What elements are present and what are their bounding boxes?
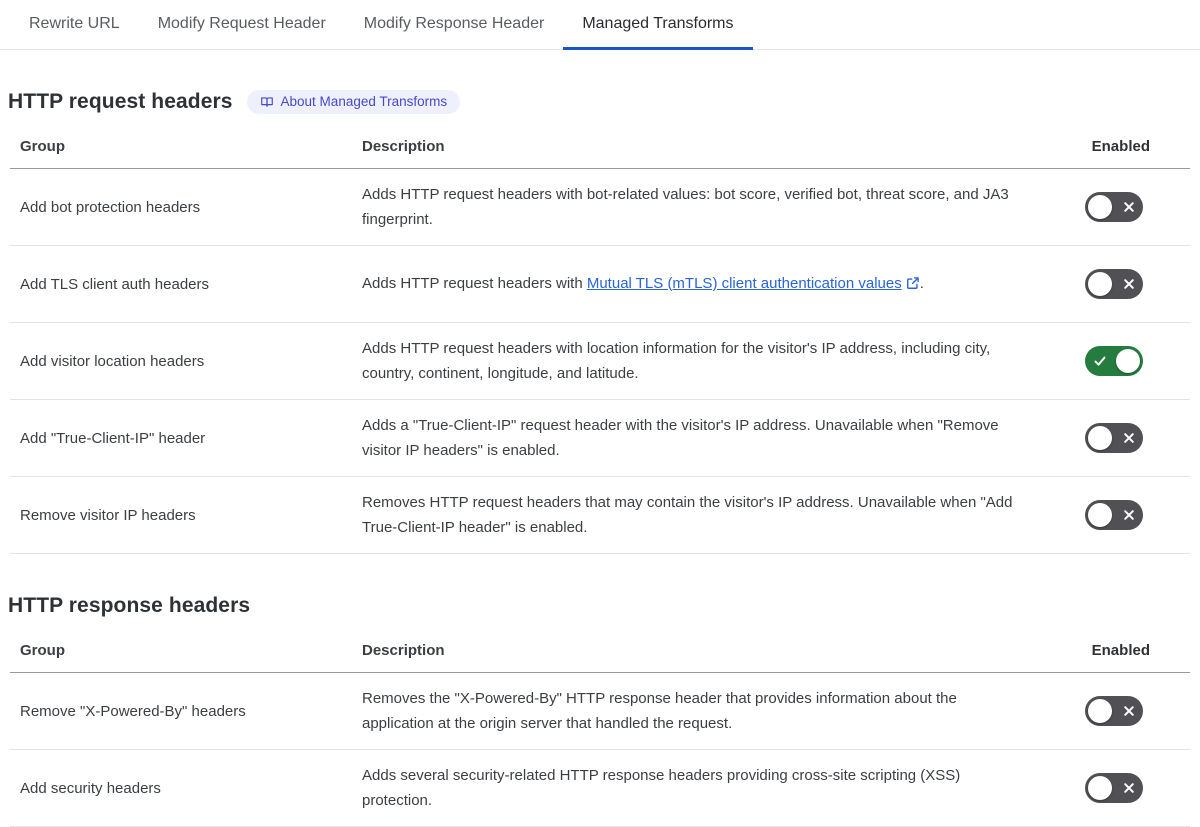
description-link[interactable]: Mutual TLS (mTLS) client authentication values (586, 274, 902, 292)
http-request-headers-section (10, 90, 1190, 554)
row-group-label: Add bot protection headers (20, 198, 201, 216)
table-header-row (10, 632, 1190, 673)
row-group-label: Add security headers (20, 779, 161, 797)
tab-rewrite-url[interactable]: Rewrite URL (29, 14, 120, 32)
column-header-description: Description (362, 642, 445, 659)
badge-label: About Managed Transforms (280, 94, 448, 110)
enabled-toggle[interactable] (1085, 773, 1143, 803)
tab-bar (0, 0, 1200, 50)
table-row (10, 477, 1190, 554)
description-text: Adds several security-related HTTP response headers providing cross-site scripting (XSS) protection. (362, 767, 961, 809)
column-header-enabled: Enabled (1091, 642, 1150, 659)
enabled-toggle[interactable] (1085, 500, 1143, 530)
tab-modify-response-header[interactable]: Modify Response Header (363, 14, 545, 32)
x-icon (1122, 277, 1136, 294)
section-title: HTTP response headers (8, 594, 251, 617)
external-link-icon (906, 273, 920, 298)
description-text: Removes the "X-Powered-By" HTTP response header that provides information about the application at the origin server that handled the request. (362, 690, 957, 732)
row-group-label: Add visitor location headers (20, 352, 205, 370)
row-description (362, 336, 1042, 386)
x-icon (1122, 200, 1136, 217)
section-header (10, 90, 1190, 114)
table-row (10, 750, 1190, 827)
description-text: Adds a "True-Client-IP" request header with the visitor's IP address. Unavailable when "Remove visitor IP headers" is enabled. (362, 417, 999, 459)
description-text: Adds HTTP request headers with bot-related values: bot score, verified bot, threat score, and JA3 fingerprint. (362, 186, 1009, 228)
x-icon (1122, 704, 1136, 721)
table-row (10, 323, 1190, 400)
row-description (362, 490, 1042, 540)
row-group-label: Add "True-Client-IP" header (20, 429, 206, 447)
row-group-label: Remove "X-Powered-By" headers (20, 702, 246, 720)
row-description (362, 413, 1042, 463)
description-text: Adds HTTP request headers with location information for the visitor's IP address, including city, country, continent, longitude, and latitude. (362, 340, 991, 382)
column-header-enabled: Enabled (1091, 138, 1150, 155)
toggle-knob (1088, 699, 1112, 723)
column-header-description: Description (362, 138, 445, 155)
row-description (362, 271, 1042, 298)
toggle-knob (1088, 272, 1112, 296)
tab-managed-transforms[interactable]: Managed Transforms (563, 0, 752, 50)
enabled-toggle[interactable] (1085, 696, 1143, 726)
x-icon (1122, 508, 1136, 525)
x-icon (1122, 781, 1136, 798)
response-headers-table (10, 632, 1190, 827)
toggle-knob (1088, 195, 1112, 219)
table-row (10, 246, 1190, 323)
toggle-knob (1088, 776, 1112, 800)
enabled-toggle[interactable] (1085, 346, 1143, 376)
column-header-group: Group (20, 642, 65, 659)
row-group-label: Add TLS client auth headers (20, 275, 210, 293)
table-header-row (10, 128, 1190, 169)
row-description (362, 182, 1042, 232)
row-description (362, 763, 1042, 813)
toggle-knob (1088, 503, 1112, 527)
column-header-group: Group (20, 138, 65, 155)
row-description (362, 686, 1042, 736)
request-headers-table (10, 128, 1190, 554)
section-header (10, 594, 1190, 618)
http-response-headers-section (10, 594, 1190, 827)
table-row (10, 169, 1190, 246)
description-text: Adds HTTP request headers with (362, 274, 587, 292)
enabled-toggle[interactable] (1085, 269, 1143, 299)
x-icon (1122, 431, 1136, 448)
section-title: HTTP request headers (8, 90, 233, 113)
description-text: Removes HTTP request headers that may contain the visitor's IP address. Unavailable when "Add True-Client-IP header" is enabled. (362, 494, 1013, 536)
row-group-label: Remove visitor IP headers (20, 506, 196, 524)
book-open-icon (260, 95, 274, 109)
about-managed-transforms-link[interactable] (247, 90, 461, 114)
table-row (10, 400, 1190, 477)
toggle-knob (1088, 426, 1112, 450)
main-content (0, 90, 1200, 827)
tab-modify-request-header[interactable]: Modify Request Header (157, 14, 326, 32)
table-row (10, 673, 1190, 750)
check-icon (1093, 354, 1107, 371)
enabled-toggle[interactable] (1085, 423, 1143, 453)
toggle-knob (1116, 349, 1140, 373)
enabled-toggle[interactable] (1085, 192, 1143, 222)
description-text: . (919, 274, 924, 292)
